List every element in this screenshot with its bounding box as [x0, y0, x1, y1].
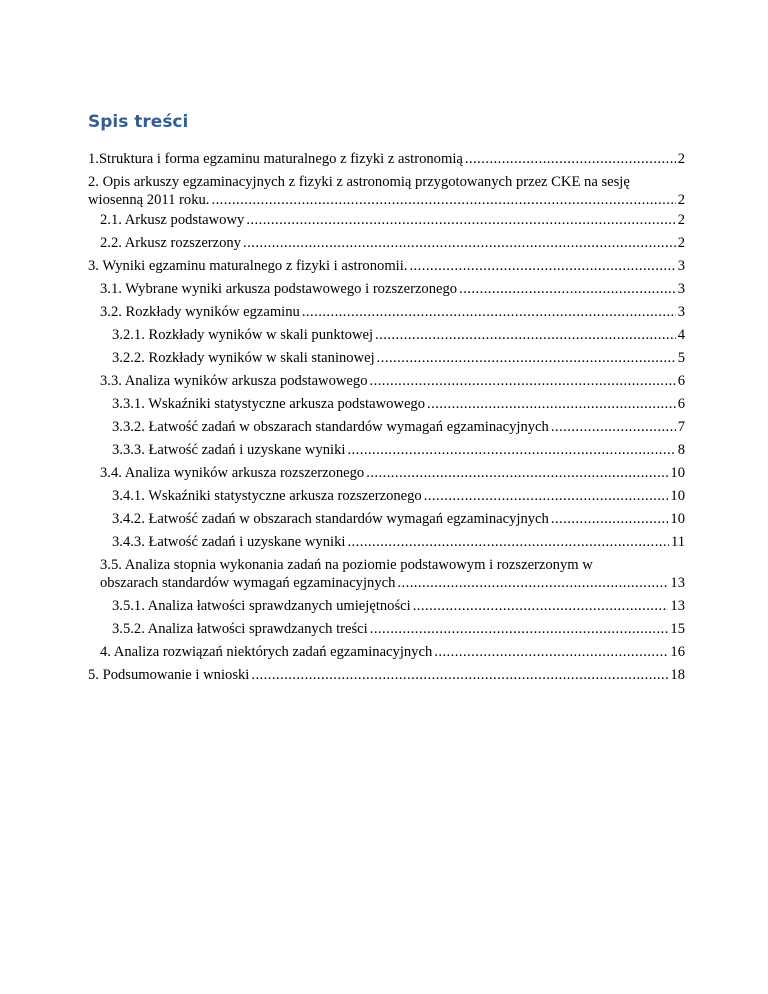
toc-entry[interactable] — [88, 666, 685, 684]
toc-dot-leader — [409, 257, 675, 275]
toc-entry[interactable] — [112, 597, 685, 615]
toc-entry-page: 11 — [670, 534, 685, 550]
toc-dot-leader — [246, 211, 675, 229]
toc-entry[interactable] — [112, 349, 685, 367]
toc-dot-leader — [211, 191, 675, 209]
toc-entry[interactable] — [112, 533, 685, 551]
toc-entry-page: 15 — [670, 621, 685, 637]
toc-entry-title: 3.4.1. Wskaźniki statystyczne arkusza rozszerzonego — [112, 488, 422, 504]
toc-entry-page: 8 — [677, 442, 685, 458]
toc-entry-title: 2.1. Arkusz podstawowy — [100, 212, 245, 228]
toc-entry-title: 3.2.2. Rozkłady wyników w skali staninowej — [112, 350, 375, 366]
toc-entry-title: 3.4. Analiza wyników arkusza rozszerzonego — [100, 465, 365, 481]
toc-dot-leader — [551, 418, 676, 436]
toc-entry-page: 3 — [677, 281, 685, 297]
toc-entry[interactable] — [112, 326, 685, 344]
toc-entry[interactable] — [100, 234, 685, 252]
toc-dot-leader — [377, 349, 676, 367]
toc-dot-leader — [302, 303, 676, 321]
toc-entry[interactable] — [100, 464, 685, 482]
toc-entry[interactable] — [112, 510, 685, 528]
toc-entry-title: wiosenną 2011 roku. — [88, 192, 210, 208]
toc-dot-leader — [397, 574, 668, 592]
toc-dot-leader — [243, 234, 676, 252]
toc-entry-title: obszarach standardów wymagań egzaminacyjnych — [100, 575, 396, 591]
toc-entry-title: 3.5.1. Analiza łatwości sprawdzanych umiejętności — [112, 598, 411, 614]
toc-entry[interactable] — [100, 556, 685, 594]
toc-entry-page: 4 — [677, 327, 685, 343]
toc-entry-page: 2 — [677, 192, 685, 208]
toc-entry-page: 6 — [677, 396, 685, 412]
toc-entry-title: 3.4.2. Łatwość zadań w obszarach standardów wymagań egzaminacyjnych — [112, 511, 549, 527]
toc-entry-title: 3.2. Rozkłady wyników egzaminu — [100, 304, 300, 320]
toc-dot-leader — [251, 666, 668, 684]
toc-entry-title: 3.4.3. Łatwość zadań i uzyskane wyniki — [112, 534, 346, 550]
toc-entry[interactable] — [100, 280, 685, 298]
toc-dot-leader — [413, 597, 669, 615]
toc-dot-leader — [375, 326, 676, 344]
toc-entry-title: 3.1. Wybrane wyniki arkusza podstawowego i rozszerzonego — [100, 281, 458, 297]
toc-entry-title-line1: 2. Opis arkuszy egzaminacyjnych z fizyki z astronomią przygotowanych przez CKE na sesję — [88, 174, 630, 190]
toc-dot-leader — [370, 372, 676, 390]
toc-entry-title: 3.5.2. Analiza łatwości sprawdzanych treści — [112, 621, 368, 637]
toc-dot-leader — [434, 643, 668, 661]
toc-entry[interactable] — [100, 643, 685, 661]
toc-dot-leader — [370, 620, 669, 638]
toc-entry[interactable] — [100, 303, 685, 321]
toc-entry[interactable] — [112, 441, 685, 459]
toc-entry-title: 3. Wyniki egzaminu maturalnego z fizyki i astronomii. — [88, 258, 408, 274]
toc-entry-page: 2 — [677, 212, 685, 228]
toc-entry-title: 3.3.2. Łatwość zadań w obszarach standardów wymagań egzaminacyjnych — [112, 419, 549, 435]
toc-entry-title: 1.Struktura i forma egzaminu maturalnego z fizyki z astronomią — [88, 151, 463, 167]
toc-entry-page: 3 — [677, 304, 685, 320]
toc-entry-page: 10 — [670, 511, 685, 527]
toc-entry[interactable] — [112, 418, 685, 436]
toc-entry-title: 4. Analiza rozwiązań niektórych zadań egzaminacyjnych — [100, 644, 433, 660]
toc-dot-leader — [551, 510, 669, 528]
toc-dot-leader — [459, 280, 676, 298]
toc-entry[interactable] — [88, 257, 685, 275]
toc-entry[interactable] — [88, 173, 685, 211]
toc-entry[interactable] — [100, 372, 685, 390]
toc-dot-leader — [366, 464, 668, 482]
toc-entry-page: 10 — [670, 465, 685, 481]
toc-entry-page: 18 — [670, 667, 685, 683]
toc-entry-page: 2 — [677, 235, 685, 251]
toc-dot-leader — [347, 533, 669, 551]
toc-entry-page: 13 — [670, 575, 685, 591]
toc-entry-page: 3 — [677, 258, 685, 274]
toc-entry-title: 3.3.3. Łatwość zadań i uzyskane wyniki — [112, 442, 346, 458]
toc-entry-title: 3.3. Analiza wyników arkusza podstawowego — [100, 373, 368, 389]
toc-entry-title: 3.2.1. Rozkłady wyników w skali punktowej — [112, 327, 374, 343]
toc-dot-leader — [427, 395, 676, 413]
toc-entry-page: 2 — [677, 151, 685, 167]
toc-entry[interactable] — [112, 620, 685, 638]
toc-entry[interactable] — [112, 395, 685, 413]
toc-dot-leader — [347, 441, 675, 459]
toc-heading: Spis treści — [88, 112, 189, 132]
toc-entry-page: 7 — [677, 419, 685, 435]
toc-entry-title: 2.2. Arkusz rozszerzony — [100, 235, 242, 251]
toc-dot-leader — [424, 487, 669, 505]
toc-entry-page: 13 — [670, 598, 685, 614]
toc-entry[interactable] — [100, 211, 685, 229]
toc-entry[interactable] — [88, 150, 685, 168]
toc-entry-title: 5. Podsumowanie i wnioski — [88, 667, 250, 683]
toc-entry[interactable] — [112, 487, 685, 505]
toc-dot-leader — [465, 150, 676, 168]
toc-entry-page: 10 — [670, 488, 685, 504]
toc-entry-page: 6 — [677, 373, 685, 389]
toc-entry-title-line1: 3.5. Analiza stopnia wykonania zadań na poziomie podstawowym i rozszerzonym w — [100, 557, 593, 573]
toc-entry-page: 5 — [677, 350, 685, 366]
toc-entry-page: 16 — [670, 644, 685, 660]
toc-entry-title: 3.3.1. Wskaźniki statystyczne arkusza podstawowego — [112, 396, 426, 412]
